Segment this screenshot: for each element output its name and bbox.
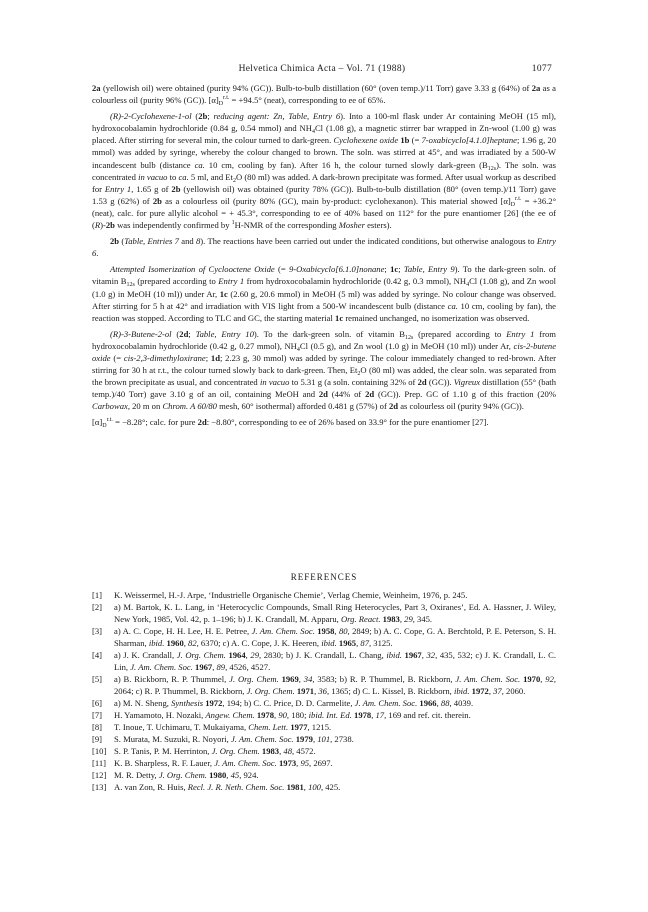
reference-number: [2] [92,602,103,612]
paragraph: (R)-3-Butene-2-ol (2d; Table, Entry 10). To the dark-green soln. of vitamin $B_{12s}$ (prepared according to Entry 1 from hydroxocobalamin hydrochloride (0.42 g, 0.27 mmol), $NH_4Cl$ (0.5 g), and Zn wool (1.0 g) in MeOH (10 ml)) under Ar, cis-2-butene oxide (= cis-2,3-dimethyloxirane; 1d; 2.23 g, 30 mmol) was added by syringe. The colour immediately changed to red-brown. After stirring for 30 h at r.t., the colour turned slowly back to dark-green. Then, $Et_2O$ (80 ml) was added, the clear soln. was separated from the brown precipitate as usual, and concentrated in vacuo to 5.31 g (a soln. containing 32% of 2d (GC)). Vigreux distillation (55° (bath temp.)/40 Torr) gave 3.10 g of an oil, containing MeOH and 2d (44% of 2d (GC)). Prep. GC of 1.10 g of this fraction (20% Carbowax, 20 m on Chrom. A 60/80 mesh, 60° isothermal) afforded 0.481 g (57%) of 2d as colourless oil (purity 94% (GC)). [92,328,557,412]
page-number: 1077 [531,64,552,74]
reference-text: A. van Zon, R. Huis, Recl. J. R. Neth. Chem. Soc. 1981, 100, 425. [114,782,341,792]
reference-item [92,625,556,649]
reference-item [92,589,556,601]
reference-text: a) M. N. Sheng, Synthesis 1972, 194; b) C. C. Price, D. D. Carmelite, J. Am. Chem. Soc. 1966, 88, 4039. [114,698,474,708]
reference-number: [9] [92,734,103,744]
reference-text: a) B. Rickborn, R. P. Thummel, J. Org. Chem. 1969, 34, 3583; b) R. P. Thummel, B. Rickborn, J. Am. Chem. Soc. 1970, 92, 2064; c) R. P. Thummel, B. Rickborn, J. Org. Chem. 1971, 36, 1365; d) C. L. Kissel, B. Rickborn, ibid. 1972, 37, 2060. [114,674,557,696]
paragraph: 2a (yellowish oil) were obtained (purity 94% (GC)). Bulb-to-bulb distillation (60° (oven temp.)/11 Torr) gave 3.33 g (64%) of 2a as a colourless oil (purity 96% (GC)). $[\alpha]_D^{r.t.} = +94.5^\circ$ (neat), corresponding to ee of 65%. [92,83,556,108]
reference-item [92,673,556,697]
experimental-text [92,82,556,433]
reference-number: [7] [92,710,103,720]
reference-item [92,733,556,745]
reference-text: S. Murata, M. Suzuki, R. Noyori, J. Am. Chem. Soc. 1979, 101, 2738. [114,734,354,744]
reference-number: [13] [92,782,107,792]
reference-number: [8] [92,722,103,732]
reference-text: a) J. K. Crandall, J. Org. Chem. 1964, 29, 2830; b) J. K. Crandall, L. Chang, ibid. 1967, 32, 435, 532; c) J. K. Crandall, L. C. Lin, J. Am. Chem. Soc. 1967, 89, 4526, 4527. [114,650,557,672]
references-heading: REFERENCES [290,572,358,582]
reference-number: [10] [92,746,107,756]
reference-number: [11] [92,758,106,768]
reference-item [92,769,556,781]
reference-number: [3] [92,626,103,636]
reference-text: M. R. Detty, J. Org. Chem. 1980, 45, 924. [114,770,259,780]
reference-text: T. Inoue, T. Uchimaru, T. Mukaiyama, Chem. Lett. 1977, 1215. [114,722,332,732]
reference-item [92,745,556,757]
reference-number: [6] [92,698,103,708]
reference-item [92,601,556,625]
references-list [92,589,556,793]
reference-text: H. Yamamoto, H. Nozaki, Angew. Chem. 1978, 90, 180; ibid. Int. Ed. 1978, 17, 169 and ref. cit. therein. [114,710,471,720]
reference-item [92,757,556,769]
paragraph: Attempted Isomerization of Cyclooctene Oxide (= 9-Oxabicyclo[6.1.0]nonane; 1c; Table, Entry 9). To the dark-green soln. of vitamin $B_{12s}$ (prepared according to Entry 1 from hydroxocobalamin hydrochloride (0.42 g, 0.3 mmol), $NH_4Cl$ (1.08 g), and Zn wool (1.0 g) in MeOH (10 ml)) under Ar, 1c (2.60 g, 20.6 mmol) in MeOH (5 ml) was added by syringe. No colour change was observed. After stirring for 5 h at 42° and irradiation with VIS light from a 500-W incandescent bulb (distance ca. 10 cm, cooling by fan), the reaction was stopped. According to TLC and GC, the starting material 1c remained unchanged, no isomerization was observed. [92,264,557,323]
paragraph: (R)-2-Cyclohexene-1-ol (2b; reducing agent: Zn, Table, Entry 6). Into a 100-ml flask under Ar containing MeOH (15 ml), hydroxocobalamin hydrochloride (0.84 g, 0.54 mmol) and $NH_4Cl$ (1.08 g), a magnetic stirrer bar wrapped in Zn-wool (1.00 g) was placed. After stirring for several min, the colour turned to dark-green. Cyclohexene oxide 1b (= 7-oxabicyclo[4.1.0]heptane; 1.96 g, 20 mmol) was added by syringe, whereby the colour changed to brown. The soln. was stirred at 45°, and was irradiated by a 500-W incandescent bulb (distance ca. 10 cm, cooling by fan). After 16 h, the colour turned slowly dark-green $(B_{12s})$. The soln. was concentrated in vacuo to ca. 5 ml, and $Et_2O$ (80 ml) was added. A dark-brown precipitate was formed. After usual workup as described for Entry 1, 1.65 g of 2b (yellowish oil) was obtained (purity 78% (GC)). Bulb-to-bulb distillation (80° (oven temp.)/11 Torr) gave 1.53 g (62%) of 2b as a colourless oil (purity 80% (GC), main by-product: cyclohexanon). This material showed $[\alpha]_D^{r.t.} = +36.2^\circ$ (neat), calc. for pure allylic alcohol = + 45.3°, corresponding to ee of 40% based on 112° for the pure enantiomer [26] (the ee of (R)-2b was independently confirmed by $^1$H-NMR of the corresponding Mosher esters). [92,111,557,231]
reference-number: [4] [92,650,103,660]
reference-text: K. B. Sharpless, R. F. Lauer, J. Am. Chem. Soc. 1973, 95, 2697. [114,758,333,768]
paragraph: $[\alpha]_D^{r.t.} = -8.28^\circ$; calc. for pure 2d: −8.80°, corresponding to ee of 26% based on 33.9° for the pure enantiomer [27]. [92,417,489,430]
reference-text: S. P. Tanis, P. M. Herrinton, J. Org. Chem. 1983, 48, 4572. [114,746,316,756]
reference-item [92,781,556,793]
reference-number: [5] [92,674,103,684]
reference-text: a) M. Bartok, K. L. Lang, in ‘Heterocyclic Compounds, Small Ring Heterocycles, Part 3, Oxiranes’, Ed. A. Hassner, J. Wiley, New York, 1985, Vol. 42, p. 1–196; b) J. K. Crandall, M. Apparu, Org. React. 1983, 29, 345. [114,602,556,624]
reference-number: [1] [92,590,103,600]
reference-number: [12] [92,770,107,780]
reference-text: K. Weissermel, H.-J. Arpe, ‘Industrielle Organische Chemie’, Verlag Chemie, Weinheim, 1976, p. 245. [114,590,468,600]
reference-text: a) A. C. Cope, H. H. Lee, H. E. Petree, J. Am. Chem. Soc. 1958, 80, 2849; b) A. C. Cope, G. A. Berchtold, P. E. Peterson, S. H. Sharman, ibid. 1960, 82, 6370; c) A. C. Cope, J. K. Heeren, ibid. 1965, 87, 3125. [114,626,556,648]
reference-item [92,721,556,733]
journal-running-title: Helvetica Chimica Acta – Vol. 71 (1988) [238,64,406,74]
reference-item [92,697,556,709]
paragraph: 2b (Table, Entries 7 and 8). The reactions have been carried out under the indicated conditions, but otherwise analogous to Entry 6. [92,236,556,259]
reference-item [92,649,556,673]
reference-item [92,709,556,721]
